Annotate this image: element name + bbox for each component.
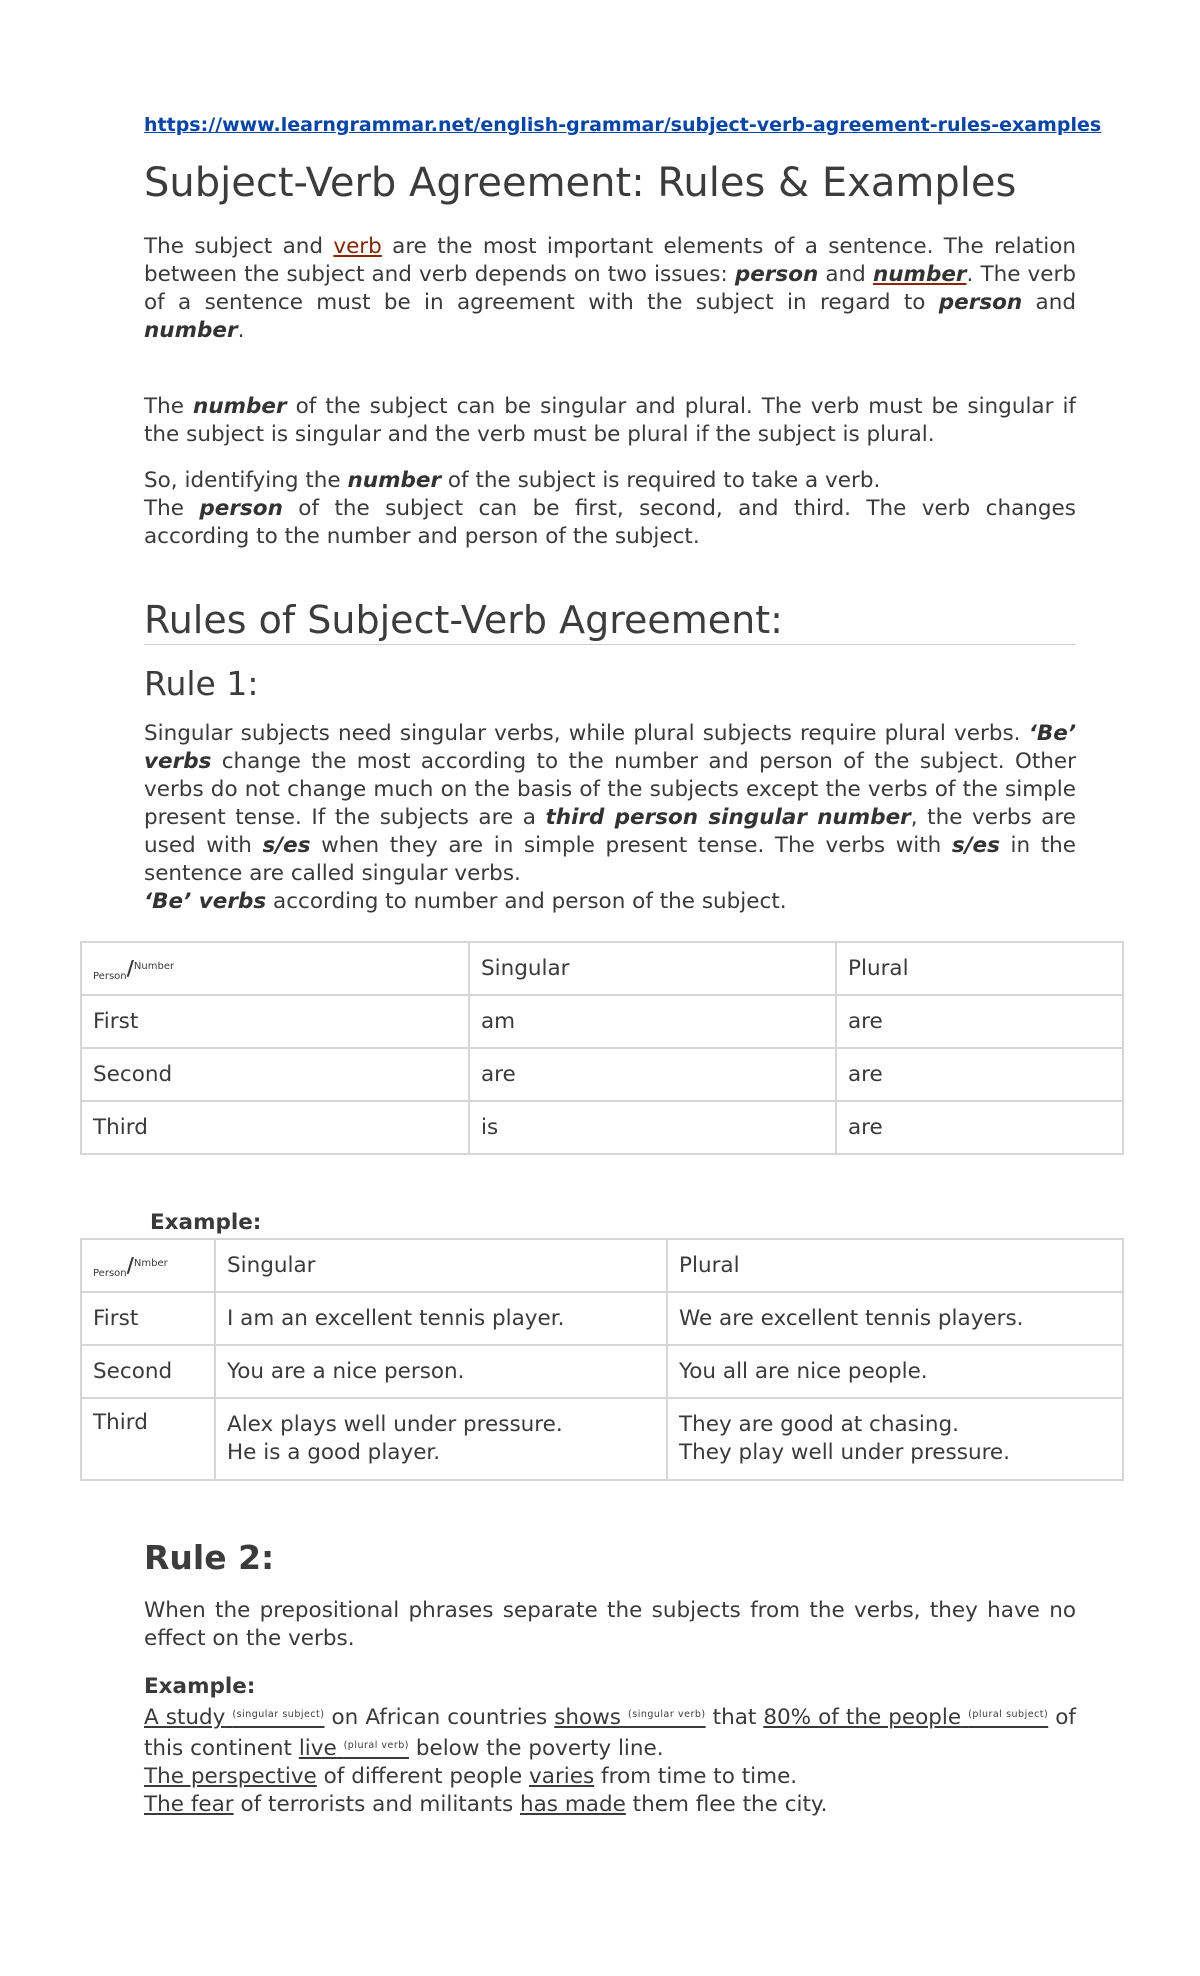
person-label: Person bbox=[93, 971, 127, 982]
text: of terrorists and militants bbox=[233, 1792, 520, 1817]
person-cell: Second bbox=[81, 1345, 215, 1398]
table-row bbox=[81, 1101, 1123, 1154]
example-sentence-1 bbox=[144, 1701, 1076, 1763]
plural-line: They play well under pressure. bbox=[679, 1440, 1010, 1465]
person-number-header bbox=[81, 942, 469, 995]
rule-2-paragraph bbox=[144, 1597, 1076, 1653]
underlined-subject bbox=[144, 1705, 325, 1730]
person-cell: Second bbox=[81, 1048, 469, 1101]
underlined-subject: The fear bbox=[144, 1792, 234, 1817]
singular-cell: is bbox=[469, 1101, 836, 1154]
emph-person: person bbox=[734, 262, 819, 287]
person-cell: First bbox=[81, 995, 469, 1048]
text: shows bbox=[554, 1705, 622, 1730]
plural-header: Plural bbox=[667, 1239, 1123, 1292]
intro-paragraph-2 bbox=[144, 393, 1076, 449]
emph-be-verbs: ‘Be’ verbs bbox=[144, 721, 1076, 774]
text: below the poverty line. bbox=[408, 1736, 664, 1761]
emph-ses: s/es bbox=[951, 833, 1000, 858]
text: of different people bbox=[316, 1764, 530, 1789]
emph-person: person bbox=[938, 290, 1023, 315]
rule-2-examples bbox=[144, 1673, 1076, 1819]
singular-cell: You are a nice person. bbox=[215, 1345, 667, 1398]
plural-cell: We are excellent tennis players. bbox=[667, 1292, 1123, 1345]
text: change the most according to the number and person of the subject. Other verbs do not change much on the basis of the subjects except the verbs of the simple present tense. If the subjects are a bbox=[144, 749, 1076, 830]
source-url-link[interactable]: https://www.learngrammar.net/english-grammar/subject-verb-agreement-rules-examples bbox=[144, 114, 1102, 136]
emph-number: number bbox=[347, 468, 442, 493]
person-number-header bbox=[81, 1239, 215, 1292]
table-row bbox=[81, 1398, 1123, 1480]
person-cell: First bbox=[81, 1292, 215, 1345]
person-label: Person bbox=[93, 1268, 127, 1279]
underlined-verb: has made bbox=[520, 1792, 626, 1817]
annotation: (plural verb) bbox=[343, 1740, 409, 1751]
text: The subject and bbox=[144, 234, 334, 259]
underlined-verb bbox=[299, 1736, 409, 1761]
underlined-subject: The perspective bbox=[144, 1764, 317, 1789]
plural-cell bbox=[667, 1398, 1123, 1480]
table-row bbox=[81, 1292, 1123, 1345]
plural-cell: You all are nice people. bbox=[667, 1345, 1123, 1398]
underlined-verb: varies bbox=[529, 1764, 595, 1789]
plural-header: Plural bbox=[836, 942, 1123, 995]
text: of the subject can be singular and plural. The verb must be singular if the subject is singular and the verb must be plural if the subject is plural. bbox=[144, 394, 1076, 447]
intro-paragraph-1 bbox=[144, 233, 1076, 345]
text: of the subject can be first, second, and third. The verb changes according to the number and person of the subject. bbox=[144, 496, 1076, 549]
annotation: (singular verb) bbox=[628, 1709, 706, 1720]
example-sentence-2 bbox=[144, 1763, 1076, 1791]
underlined-subject bbox=[763, 1705, 1048, 1730]
text: from time to time. bbox=[594, 1764, 798, 1789]
verb-link[interactable]: verb bbox=[333, 234, 382, 259]
text: 80% of the people bbox=[763, 1705, 962, 1730]
rule-2-example-label: Example: bbox=[144, 1674, 256, 1699]
emph-third-person: third person singular number bbox=[545, 805, 911, 830]
text: . The verb of a sentence must be in agreement with the subject in regard to bbox=[144, 262, 1076, 315]
rule-2-text: When the prepositional phrases separate the subjects from the verbs, they have no effect on the verbs. bbox=[144, 1598, 1076, 1651]
table-row bbox=[81, 1345, 1123, 1398]
emph-number: number bbox=[193, 394, 287, 419]
plural-cell: are bbox=[836, 1048, 1123, 1101]
text: are the most important elements of a sentence. The relation between the subject and verb depends on two issues: bbox=[144, 234, 1076, 287]
text: according to number and person of the subject. bbox=[266, 889, 787, 914]
singular-header: Singular bbox=[469, 942, 836, 995]
text: The bbox=[144, 496, 200, 521]
person-cell: Third bbox=[81, 1398, 215, 1480]
text: So, identifying the bbox=[144, 468, 348, 493]
singular-cell bbox=[215, 1398, 667, 1480]
plural-cell: are bbox=[836, 1101, 1123, 1154]
table-header-row bbox=[81, 1239, 1123, 1292]
singular-cell: am bbox=[469, 995, 836, 1048]
text: in the sentence are called singular verbs. bbox=[144, 833, 1076, 886]
number-link-label: number bbox=[872, 262, 967, 287]
plural-line: They are good at chasing. bbox=[679, 1412, 959, 1437]
text: live bbox=[298, 1736, 337, 1761]
emph-ses: s/es bbox=[262, 833, 311, 858]
number-label: Nmber bbox=[133, 1258, 168, 1269]
rule-1-heading: Rule 1: bbox=[144, 664, 259, 703]
slash: / bbox=[126, 956, 134, 980]
plural-cell: are bbox=[836, 995, 1123, 1048]
number-link[interactable] bbox=[873, 262, 967, 287]
singular-cell: I am an excellent tennis player. bbox=[215, 1292, 667, 1345]
number-label: Number bbox=[133, 961, 175, 972]
emph-be-verbs: ‘Be’ verbs bbox=[144, 889, 267, 914]
singular-line: He is a good player. bbox=[227, 1440, 441, 1465]
text: when they are in simple present tense. The verbs with bbox=[310, 833, 952, 858]
table-row bbox=[81, 1048, 1123, 1101]
text: of this continent bbox=[144, 1705, 1076, 1761]
example-label: Example: bbox=[150, 1210, 262, 1235]
table-row bbox=[81, 995, 1123, 1048]
person-cell: Third bbox=[81, 1101, 469, 1154]
page-title: Subject-Verb Agreement: Rules & Examples bbox=[144, 160, 1017, 206]
text: Singular subjects need singular verbs, while plural subjects require plural verbs. bbox=[144, 721, 1029, 746]
annotation: (singular subject) bbox=[232, 1709, 325, 1720]
slash: / bbox=[126, 1253, 134, 1277]
singular-header: Singular bbox=[215, 1239, 667, 1292]
emph-number: number bbox=[144, 318, 238, 343]
text: them flee the city. bbox=[625, 1792, 828, 1817]
text: The bbox=[144, 394, 194, 419]
examples-table bbox=[80, 1238, 1124, 1481]
underlined-verb bbox=[554, 1705, 705, 1730]
text: A study bbox=[144, 1705, 226, 1730]
text: , the verbs are used with bbox=[144, 805, 1076, 858]
annotation: (plural subject) bbox=[968, 1709, 1049, 1720]
text: . bbox=[237, 318, 245, 343]
singular-line: Alex plays well under pressure. bbox=[227, 1412, 563, 1437]
example-sentence-3 bbox=[144, 1791, 1076, 1819]
text: and bbox=[818, 262, 873, 287]
be-verbs-table bbox=[80, 941, 1124, 1155]
text: of the subject is required to take a verb. bbox=[441, 468, 881, 493]
table-header-row bbox=[81, 942, 1123, 995]
emph-person: person bbox=[199, 496, 283, 521]
rules-heading: Rules of Subject-Verb Agreement: bbox=[144, 598, 1076, 645]
rule-1-paragraph bbox=[144, 720, 1076, 916]
text: and bbox=[1022, 290, 1076, 315]
intro-paragraph-3 bbox=[144, 467, 1076, 551]
singular-cell: are bbox=[469, 1048, 836, 1101]
text: on African countries bbox=[324, 1705, 555, 1730]
text: that bbox=[705, 1705, 764, 1730]
rule-2-heading: Rule 2: bbox=[144, 1538, 275, 1577]
